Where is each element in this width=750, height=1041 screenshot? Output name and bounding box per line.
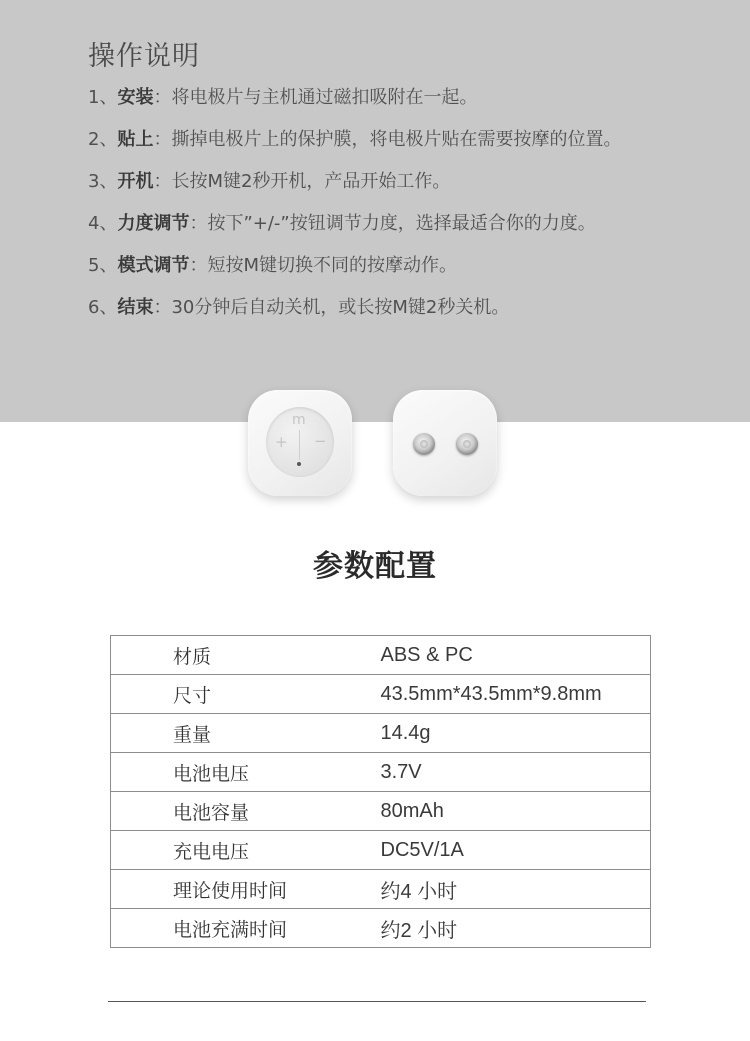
step-separator: ： (189, 255, 208, 276)
instruction-step-5 (88, 254, 621, 296)
plus-icon: + (275, 433, 288, 451)
magnetic-snap-icon (413, 433, 435, 455)
spec-value: 14.4g (318, 714, 651, 753)
step-label: 开机 (117, 171, 154, 192)
instruction-step-3 (88, 170, 621, 212)
table-row (111, 792, 651, 831)
table-row (111, 714, 651, 753)
control-button-disc (266, 407, 334, 477)
spec-key: 电池充满时间 (111, 909, 318, 948)
spec-value: 约2 小时 (318, 909, 651, 948)
instruction-steps (88, 86, 621, 338)
spec-key: 尺寸 (111, 675, 318, 714)
table-row (111, 831, 651, 870)
device-back-image (393, 390, 497, 496)
step-text: 将电极片与主机通过磁扣吸附在一起。 (171, 87, 478, 108)
instruction-step-1 (88, 86, 621, 128)
spec-value: 约4 小时 (318, 870, 651, 909)
minus-icon: − (314, 432, 327, 450)
instruction-step-6 (88, 296, 621, 338)
indicator-light-icon (297, 462, 301, 466)
spec-key: 重量 (111, 714, 318, 753)
bottom-divider (108, 1001, 646, 1002)
spec-key: 电池电压 (111, 753, 318, 792)
spec-key: 理论使用时间 (111, 870, 318, 909)
spec-value: 43.5mm*43.5mm*9.8mm (318, 675, 651, 714)
step-label: 结束 (117, 297, 154, 318)
m-key-icon: m (292, 412, 306, 428)
spec-value: ABS & PC (380, 643, 473, 666)
spec-key: 充电电压 (111, 831, 318, 870)
step-number: 6、 (88, 297, 118, 318)
instruction-step-2 (88, 128, 621, 170)
table-row (111, 909, 651, 948)
step-number: 5、 (88, 255, 118, 276)
spec-value: DC5V/1A (318, 831, 651, 870)
step-text: 30分钟后自动关机，或长按M键2秒关机。 (171, 297, 510, 318)
table-row (111, 753, 651, 792)
step-separator: ： (153, 129, 172, 150)
table-row (111, 675, 651, 714)
instruction-step-4 (88, 212, 621, 254)
specs-title: 参数配置 (313, 549, 437, 584)
step-label: 安装 (117, 87, 154, 108)
spec-key: 材质 (173, 645, 212, 668)
step-number: 1、 (88, 87, 118, 108)
step-number: 2、 (88, 129, 118, 150)
step-label: 力度调节 (117, 213, 190, 234)
step-separator: ： (153, 87, 172, 108)
step-text: 撕掉电极片上的保护膜，将电极片贴在需要按摩的位置。 (171, 129, 622, 150)
step-text: 长按M键2秒开机，产品开始工作。 (171, 171, 451, 192)
instructions-section (0, 0, 750, 422)
step-number: 3、 (88, 171, 118, 192)
step-label: 贴上 (117, 129, 154, 150)
step-text: 按下”+/-”按钮调节力度，选择最适合你的力度。 (207, 213, 596, 234)
table-row (111, 870, 651, 909)
step-separator: ： (153, 297, 172, 318)
step-label: 模式调节 (117, 255, 190, 276)
instructions-title: 操作说明 (88, 41, 200, 72)
step-separator: ： (189, 213, 208, 234)
spec-value: 3.7V (318, 753, 651, 792)
magnetic-snap-icon (456, 433, 478, 455)
button-divider (299, 430, 300, 460)
spec-key: 电池容量 (111, 792, 318, 831)
step-number: 4、 (88, 213, 118, 234)
step-separator: ： (153, 171, 172, 192)
specs-table (110, 635, 651, 948)
table-row (111, 636, 651, 675)
spec-value: 80mAh (318, 792, 651, 831)
device-front-image (248, 390, 352, 496)
step-text: 短按M键切换不同的按摩动作。 (207, 255, 457, 276)
